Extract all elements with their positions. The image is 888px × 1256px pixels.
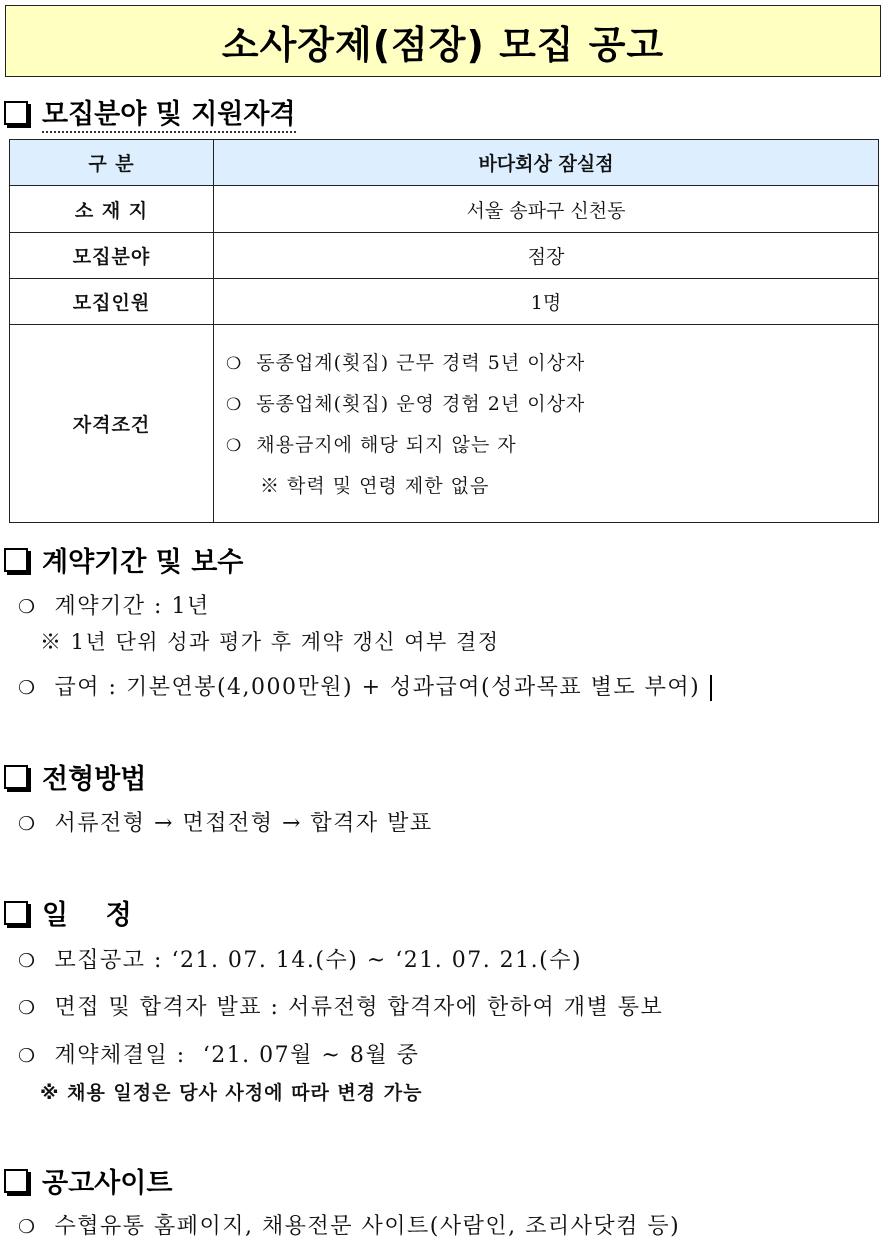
- checkbox-square-icon: [4, 1169, 28, 1193]
- checkbox-square-icon: [4, 901, 28, 925]
- conditions-cell: [214, 325, 879, 523]
- section-heading-label: 모집분야 및 지원자격: [42, 92, 296, 133]
- row-value-field: 점장: [214, 233, 879, 279]
- selection-process: ❍ 서류전형 → 면접전형 → 합격자 발표: [18, 811, 433, 836]
- section-heading-label: 일 정: [42, 900, 132, 931]
- condition-item: ❍ 동종업계(횟집) 근무 경력 5년 이상자: [226, 352, 586, 374]
- table-row: [10, 279, 879, 325]
- table-header-row: [10, 140, 879, 186]
- row-label-conditions: 자격조건: [10, 325, 214, 523]
- table-header-value: 바다회상 잠실점: [214, 140, 879, 186]
- circle-bullet-icon: ❍: [18, 950, 37, 972]
- checkbox-square-icon: [4, 101, 28, 125]
- table-header-label: 구 분: [10, 140, 214, 186]
- row-value-location: 서울 송파구 신천동: [214, 186, 879, 233]
- circle-bullet-icon: ❍: [18, 677, 37, 699]
- circle-bullet-icon: ❍: [18, 1216, 37, 1238]
- circle-bullet-icon: ❍: [226, 354, 243, 374]
- title-banner: [5, 5, 881, 77]
- circle-bullet-icon: ❍: [226, 395, 243, 415]
- contract-salary: ❍ 급여 : 기본연봉(4,000만원) + 성과급여(성과목표 별도 부여): [18, 670, 712, 701]
- section-heading-label: 계약기간 및 보수: [42, 547, 244, 578]
- section-heading-label: 공고사이트: [42, 1168, 173, 1199]
- table-row-conditions: [10, 325, 879, 523]
- section-heading-selection: [4, 757, 146, 796]
- site-text: ❍ 수협유통 홈페이지, 채용전문 사이트(사람인, 조리사닷컴 등): [18, 1214, 681, 1239]
- recruitment-table: [9, 139, 879, 523]
- page-title: 소사장제(점장) 모집 공고: [221, 22, 665, 67]
- section-heading-contract: [4, 540, 243, 579]
- schedule-item: ❍ 모집공고 : ‘21. 07. 14.(수) ~ ‘21. 07. 21.(수): [18, 948, 583, 973]
- section-heading-site: [4, 1161, 172, 1200]
- row-label-headcount: 모집인원: [10, 279, 214, 325]
- circle-bullet-icon: ❍: [226, 436, 243, 456]
- row-label-field: 모집분야: [10, 233, 214, 279]
- contract-period-note: ※ 1년 단위 성과 평가 후 계약 갱신 여부 결정: [40, 630, 500, 654]
- section-heading-qualification: [4, 92, 296, 133]
- table-row: [10, 186, 879, 233]
- circle-bullet-icon: ❍: [18, 997, 37, 1019]
- schedule-item: ❍ 면접 및 합격자 발표 : 서류전형 합격자에 한하여 개별 통보: [18, 995, 664, 1020]
- schedule-item: ❍ 계약체결일 : ‘21. 07월 ~ 8월 중: [18, 1043, 420, 1068]
- section-heading-label: 전형방법: [42, 764, 147, 795]
- circle-bullet-icon: ❍: [18, 813, 37, 835]
- checkbox-square-icon: [4, 548, 28, 572]
- table-row: [10, 233, 879, 279]
- text-cursor: [710, 675, 712, 701]
- condition-item: ❍ 동종업체(횟집) 운영 경험 2년 이상자: [226, 393, 586, 415]
- schedule-note: ※ 채용 일정은 당사 사정에 따라 변경 가능: [40, 1082, 423, 1104]
- section-heading-schedule: [4, 893, 132, 932]
- contract-period: ❍ 계약기간 : 1년: [18, 594, 210, 619]
- condition-item: ❍ 채용금지에 해당 되지 않는 자: [226, 434, 517, 456]
- circle-bullet-icon: ❍: [18, 1045, 37, 1067]
- row-label-location: 소 재 지: [10, 186, 214, 233]
- checkbox-square-icon: [4, 765, 28, 789]
- circle-bullet-icon: ❍: [18, 596, 37, 618]
- row-value-headcount: 1명: [214, 279, 879, 325]
- condition-note: ※ 학력 및 연령 제한 없음: [260, 475, 490, 497]
